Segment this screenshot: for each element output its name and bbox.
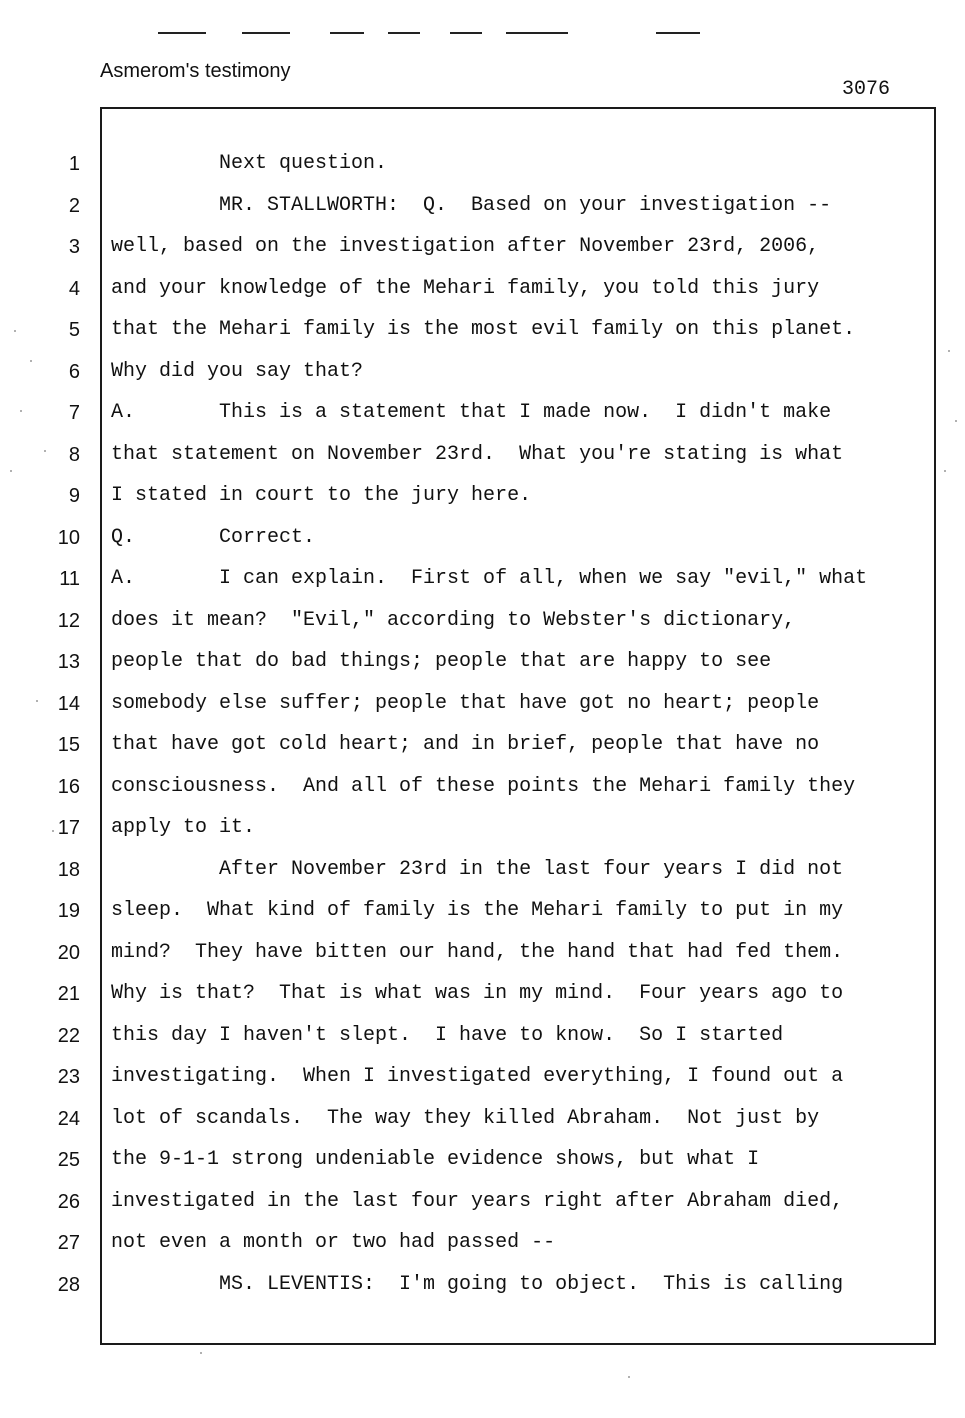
line-number: 12 [57,610,80,632]
transcript-line-text: mind? They have bitten our hand, the hand that had fed them. [111,941,844,964]
line-number: 16 [57,776,80,798]
line-number: 21 [57,983,80,1005]
line-number: 18 [57,859,80,881]
line-number: 10 [57,527,80,549]
transcript-line-text: investigated in the last four years right after Abraham died, [111,1190,844,1213]
line-number: 24 [57,1108,80,1130]
transcript-line-text: sleep. What kind of family is the Mehari family to put in my [111,899,844,922]
line-number: 27 [57,1232,80,1254]
transcript-line-text: consciousness. And all of these points the Mehari family they [111,775,856,798]
transcript-line-text: this day I haven't slept. I have to know. So I started [111,1024,784,1047]
transcript-line-text: Q. Correct. [111,526,316,549]
transcript-line-text: that have got cold heart; and in brief, people that have no [111,733,820,756]
transcript-line-text: not even a month or two had passed -- [111,1231,556,1254]
transcript-line-text: does it mean? "Evil," according to Webster's dictionary, [111,609,796,632]
line-number: 6 [68,361,80,383]
page-number: 3076 [842,78,891,101]
transcript-line-text: people that do bad things; people that are happy to see [111,650,772,673]
transcript-line-text: well, based on the investigation after November 23rd, 2006, [111,235,820,258]
line-number: 8 [68,444,80,466]
line-number: 25 [57,1149,80,1171]
line-number: 9 [68,485,80,507]
transcript-line-text: and your knowledge of the Mehari family, you told this jury [111,277,820,300]
document-header-title: Asmerom's testimony [100,60,291,82]
line-number: 5 [68,319,80,341]
transcript-line-text: the 9-1-1 strong undeniable evidence shows, but what I [111,1148,760,1171]
line-number: 11 [59,568,80,590]
line-number: 28 [57,1274,80,1296]
transcript-line-text: Why is that? That is what was in my mind. Four years ago to [111,982,844,1005]
transcript-line-text: apply to it. [111,816,256,839]
transcript-line-text: I stated in court to the jury here. [111,484,532,507]
transcript-line-text: A. This is a statement that I made now. I didn't make [111,401,832,424]
transcript-line-text: A. I can explain. First of all, when we say "evil," what [111,567,868,590]
transcript-line-text: After November 23rd in the last four years I did not [111,858,844,881]
line-number: 2 [68,195,80,217]
line-number: 26 [57,1191,80,1213]
line-number: 4 [68,278,80,300]
top-scan-dashes [0,32,965,34]
transcript-line-text: MR. STALLWORTH: Q. Based on your investigation -- [111,194,832,217]
transcript-line-text: Why did you say that? [111,360,364,383]
line-number: 23 [57,1066,80,1088]
transcript-line-text: MS. LEVENTIS: I'm going to object. This is calling [111,1273,844,1296]
transcript-line-text: Next question. [111,152,388,175]
transcript-line-text: investigating. When I investigated everything, I found out a [111,1065,844,1088]
transcript-line-text: that the Mehari family is the most evil family on this planet. [111,318,856,341]
line-number: 13 [57,651,80,673]
line-number: 19 [57,900,80,922]
line-number: 15 [57,734,80,756]
line-number: 3 [68,236,80,258]
transcript-line-text: somebody else suffer; people that have got no heart; people [111,692,820,715]
line-number: 22 [57,1025,80,1047]
transcript-line-text: that statement on November 23rd. What you're stating is what [111,443,844,466]
line-number: 1 [68,153,80,175]
line-number: 20 [57,942,80,964]
line-number: 7 [68,402,80,424]
line-number: 17 [57,817,80,839]
line-number: 14 [57,693,80,715]
transcript-line-text: lot of scandals. The way they killed Abraham. Not just by [111,1107,820,1130]
